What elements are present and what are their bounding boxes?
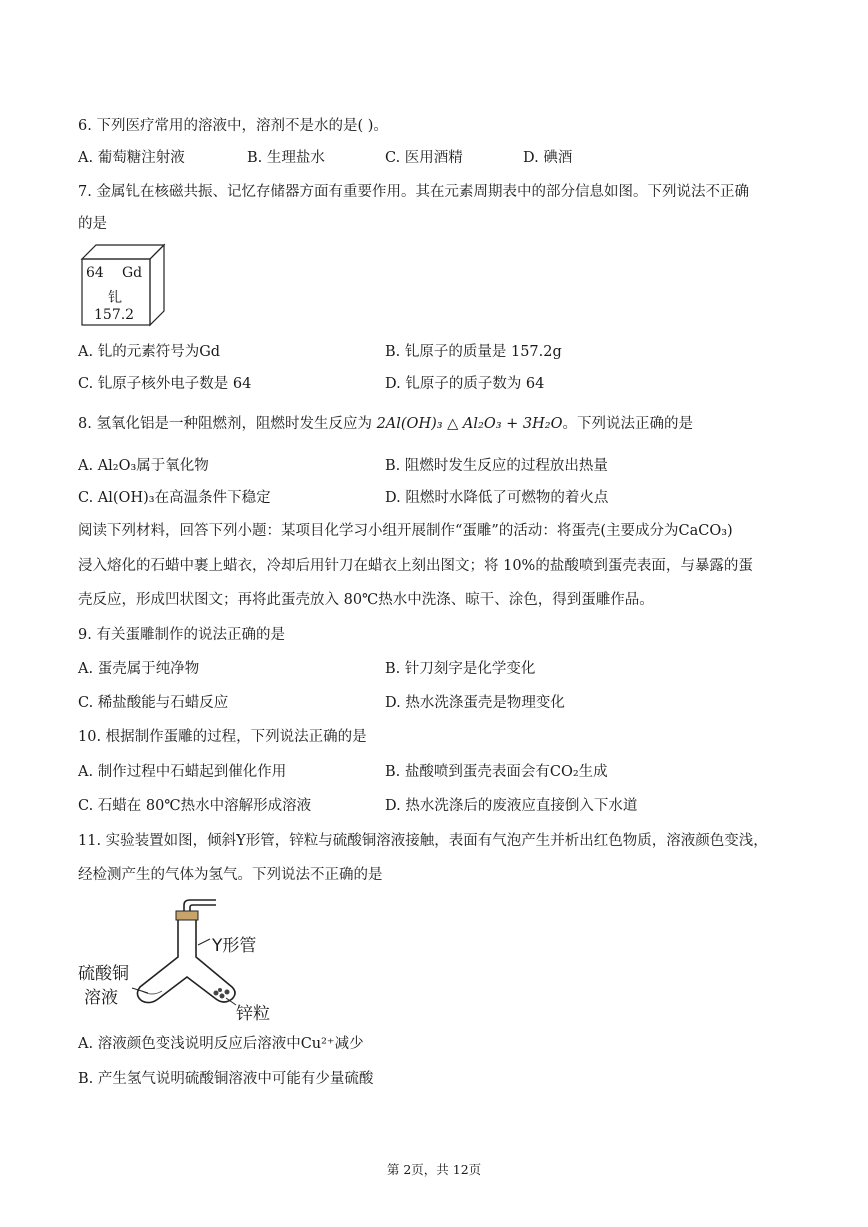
q8-equation: 2Al(OH)₃ △ Al₂O₃ + 3H₂O [376, 416, 563, 432]
q7-stem-line2: 的是 [78, 216, 107, 232]
q8-stem [78, 414, 693, 434]
material-line1: 阅读下列材料，回答下列小题：某项目化学习小组开展制作“蛋雕”的活动：将蛋壳(主要成分为CaCO₃) [78, 523, 733, 539]
q10-option-c: C. 石蜡在 80℃热水中溶解形成溶液 [78, 798, 312, 814]
q9-option-b: B. 针刀刻字是化学变化 [385, 661, 536, 677]
y-tube-figure [76, 895, 316, 1025]
q10-option-b: B. 盐酸喷到蛋壳表面会有CO₂生成 [385, 764, 608, 780]
element-symbol: Gd [122, 265, 143, 281]
element-number: 64 [86, 265, 104, 281]
material-line2: 浸入熔化的石蜡中裹上蜡衣，冷却后用针刀在蜡衣上刻出图文；将 10%的盐酸喷到蛋壳表面，与暴露的蛋 [78, 558, 753, 574]
q10-option-a: A. 制作过程中石蜡起到催化作用 [78, 764, 287, 780]
page-footer: 第 2页，共 12页 [386, 1162, 482, 1177]
label-zinc: 锌粒 [236, 1004, 270, 1024]
q6-option-d: D. 碘酒 [523, 150, 573, 166]
label-y-tube: Y形管 [212, 936, 257, 956]
q6-option-c: C. 医用酒精 [385, 150, 463, 166]
q10-stem: 10. 根据制作蛋雕的过程，下列说法正确的是 [78, 729, 367, 745]
element-name: 钆 [108, 290, 122, 306]
q9-stem: 9. 有关蛋雕制作的说法正确的是 [78, 627, 285, 643]
q8-option-c: C. Al(OH)₃在高温条件下稳定 [78, 490, 271, 506]
q8-option-d: D. 阻燃时水降低了可燃物的着火点 [385, 490, 609, 506]
label-copper-sulfate: 硫酸铜 [78, 964, 129, 984]
q9-option-c: C. 稀盐酸能与石蜡反应 [78, 695, 229, 711]
q8-stem-pre: 8. 氢氧化铝是一种阻燃剂，阻燃时发生反应为 [78, 416, 377, 432]
q6-option-a: A. 葡萄糖注射液 [78, 150, 185, 166]
q8-stem-post: 。下列说法正确的是 [562, 416, 693, 432]
q7-stem-line1: 7. 金属钆在核磁共振、记忆存储器方面有重要作用。其在元素周期表中的部分信息如图。下列说法不正确 [78, 184, 749, 200]
q7-option-a: A. 钆的元素符号为Gd [78, 344, 221, 360]
q8-option-a: A. Al₂O₃属于氧化物 [78, 458, 209, 474]
q10-option-d: D. 热水洗涤后的废液应直接倒入下水道 [385, 798, 638, 814]
element-mass: 157.2 [94, 307, 135, 323]
q7-option-b: B. 钆原子的质量是 157.2g [385, 344, 562, 360]
q9-option-d: D. 热水洗涤蛋壳是物理变化 [385, 695, 565, 711]
q6-option-b: B. 生理盐水 [247, 150, 325, 166]
label-solution: 溶液 [84, 988, 118, 1008]
q9-option-a: A. 蛋壳属于纯净物 [78, 661, 200, 677]
q11-option-a: A. 溶液颜色变浅说明反应后溶液中Cu²⁺减少 [78, 1036, 364, 1052]
q7-option-c: C. 钆原子核外电子数是 64 [78, 376, 252, 392]
q11-stem-line2: 经检测产生的气体为氢气。下列说法不正确的是 [78, 867, 383, 883]
element-cell-figure [80, 241, 168, 329]
q11-stem-line1: 11. 实验装置如图，倾斜Y形管，锌粒与硫酸铜溶液接触，表面有气泡产生并析出红色物质，溶液颜色变浅， [78, 833, 768, 849]
material-line3: 壳反应，形成凹状图文；再将此蛋壳放入 80℃热水中洗涤、晾干、涂色，得到蛋雕作品。 [78, 592, 654, 608]
q6-stem: 6. 下列医疗常用的溶液中，溶剂不是水的是( )。 [78, 118, 388, 134]
q8-option-b: B. 阻燃时发生反应的过程放出热量 [385, 458, 608, 474]
q7-option-d: D. 钆原子的质子数为 64 [385, 376, 545, 392]
q11-option-b: B. 产生氢气说明硫酸铜溶液中可能有少量硫酸 [78, 1071, 374, 1087]
